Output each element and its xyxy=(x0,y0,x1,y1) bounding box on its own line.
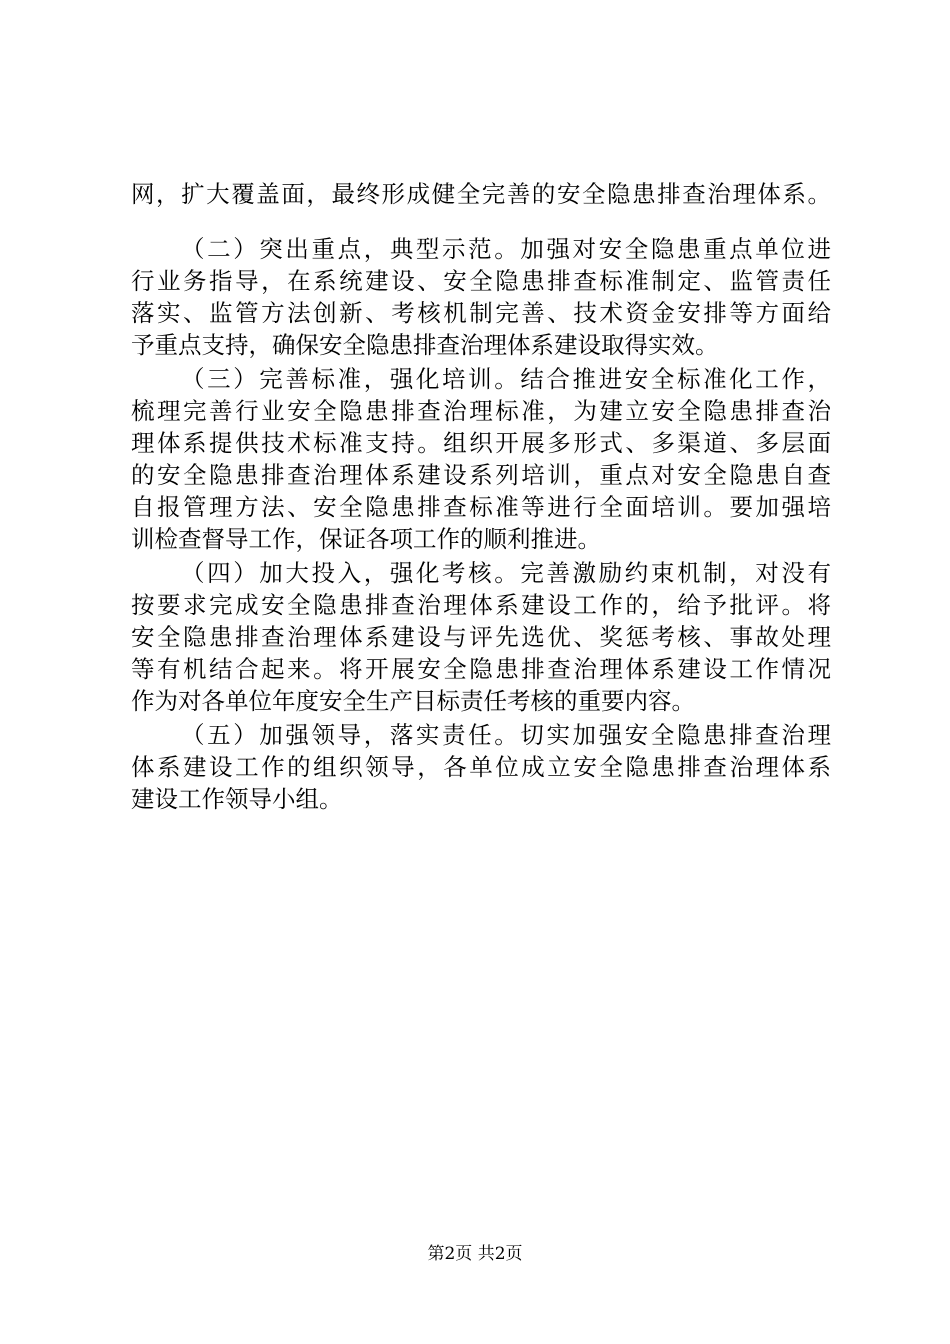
paragraph-3-line-2: 梳理完善行业安全隐患排查治理标准，为建立安全隐患排查治 xyxy=(131,397,831,425)
paragraph-2-line-1: （二）突出重点，典型示范。加强对安全隐患重点单位进 xyxy=(181,235,831,263)
paragraph-2-line-2: 行业务指导，在系统建设、安全隐患排查标准制定、监管责任 xyxy=(131,267,831,295)
page-number-footer: 第2页 共2页 xyxy=(427,1244,523,1264)
paragraph-continuation-line: 网，扩大覆盖面，最终形成健全完善的安全隐患排查治理体系。 xyxy=(131,180,831,208)
paragraph-4-line-5: 作为对各单位年度安全生产目标责任考核的重要内容。 xyxy=(131,687,695,715)
paragraph-5-line-3: 建设工作领导小组。 xyxy=(131,785,343,813)
paragraph-5-line-2: 体系建设工作的组织领导，各单位成立安全隐患排查治理体系 xyxy=(131,753,831,781)
paragraph-4-line-1: （四）加大投入，强化考核。完善激励约束机制，对没有 xyxy=(181,559,831,587)
paragraph-3-line-1: （三）完善标准，强化培训。结合推进安全标准化工作， xyxy=(181,365,831,393)
paragraph-3-line-3: 理体系提供技术标准支持。组织开展多形式、多渠道、多层面 xyxy=(131,429,831,457)
paragraph-2-line-3: 落实、监管方法创新、考核机制完善、技术资金安排等方面给 xyxy=(131,299,831,327)
paragraph-3-line-5: 自报管理方法、安全隐患排查标准等进行全面培训。要加强培 xyxy=(131,493,831,521)
paragraph-4-line-3: 安全隐患排查治理体系建设与评先选优、奖惩考核、事故处理 xyxy=(131,623,831,651)
paragraph-3-line-6: 训检查督导工作，保证各项工作的顺利推进。 xyxy=(131,525,601,553)
paragraph-2-line-4: 予重点支持，确保安全隐患排查治理体系建设取得实效。 xyxy=(131,331,719,359)
paragraph-5-line-1: （五）加强领导，落实责任。切实加强安全隐患排查治理 xyxy=(181,721,831,749)
paragraph-4-line-4: 等有机结合起来。将开展安全隐患排查治理体系建设工作情况 xyxy=(131,655,831,683)
paragraph-3-line-4: 的安全隐患排查治理体系建设系列培训，重点对安全隐患自查 xyxy=(131,461,831,489)
paragraph-4-line-2: 按要求完成安全隐患排查治理体系建设工作的，给予批评。将 xyxy=(131,591,831,619)
